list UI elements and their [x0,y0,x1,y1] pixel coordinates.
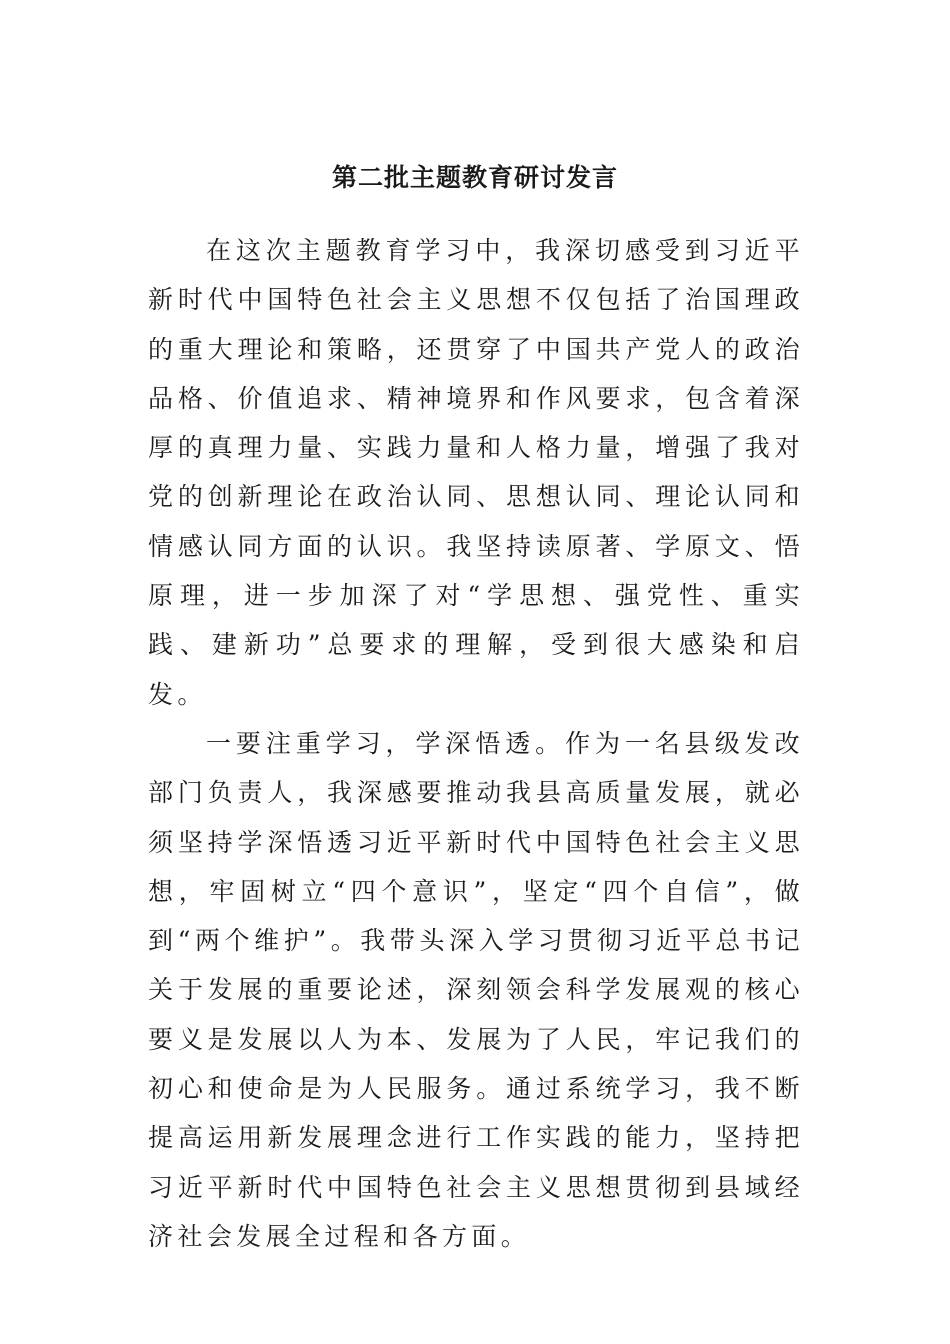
document-body [148,226,804,1261]
document-title: 第二批主题教育研讨发言 [331,163,618,192]
paragraph-1: 在这次主题教育学习中，我深切感受到习近平新时代中国特色社会主义思想不仅包括了治国理政的重大理论和策略，还贯穿了中国共产党人的政治品格、价值追求、精神境界和作风要求，包含着深厚的真理力量、实践力量和人格力量，增强了我对党的创新理论在政治认同、思想认同、理论认同和情感认同方面的认识。我坚持读原著、学原文、悟原理，进一步加深了对“学思想、强党性、重实践、建新功”总要求的理解，受到很大感染和启发。 [148,236,804,709]
paragraph-2: 一要注重学习，学深悟透。作为一名县级发改部门负责人，我深感要推动我县高质量发展，就必须坚持学深悟透习近平新时代中国特色社会主义思想，牢固树立“四个意识”，坚定“四个自信”，做到“两个维护”。我带头深入学习贯彻习近平总书记关于发展的重要论述，深刻领会科学发展观的核心要义是发展以人为本、发展为了人民，牢记我们的初心和使命是为人民服务。通过系统学习，我不断提高运用新发展理念进行工作实践的能力，坚持把习近平新时代中国特色社会主义思想贯彻到县域经济社会发展全过程和各方面。 [148,728,804,1251]
